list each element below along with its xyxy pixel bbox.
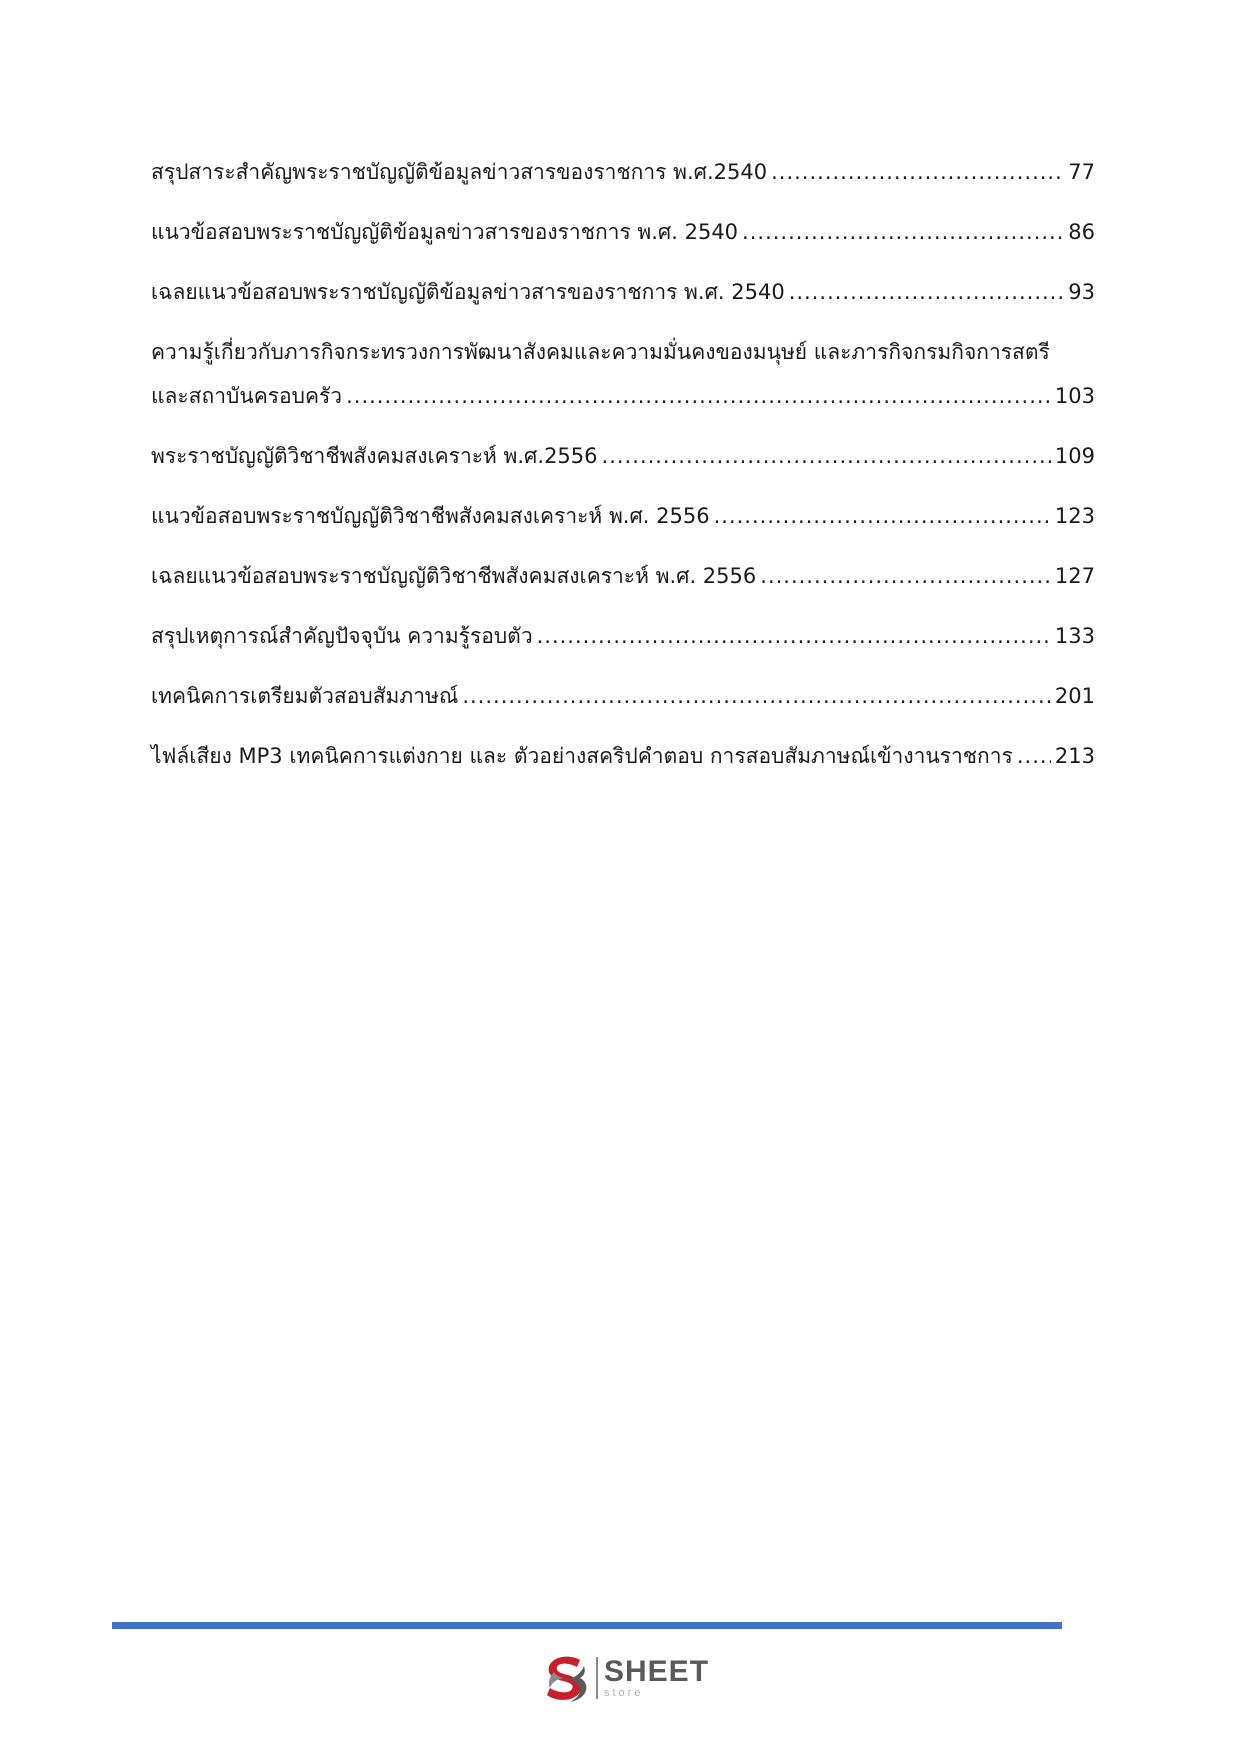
toc-entry-title: ไฟล์เสียง MP3 เทคนิคการแต่งกาย และ ตัวอย่างสคริปคำตอบ การสอบสัมภาษณ์เข้างานราชการ	[151, 744, 1013, 768]
toc-entry-title: แนวข้อสอบพระราชบัญญัติข้อมูลข่าวสารของราชการ พ.ศ. 2540	[151, 220, 739, 244]
toc-entry-title: เฉลยแนวข้อสอบพระราชบัญญัติข้อมูลข่าวสารของราชการ พ.ศ. 2540	[151, 280, 785, 304]
toc-dot-leader	[602, 434, 1051, 478]
logo-word: SHEET	[604, 1655, 710, 1688]
toc-entry-title-line1: ความรู้เกี่ยวกับภารกิจกระทรวงการพัฒนาสังคมและความมั่นคงของมนุษย์ และภารกิจกรมกิจการสตรี	[151, 340, 1050, 364]
toc-entry[interactable]	[151, 330, 1095, 418]
toc-entry[interactable]	[151, 674, 1095, 718]
toc-entry-page: 86	[1068, 220, 1095, 244]
toc-entry-page: 123	[1054, 504, 1095, 528]
toc-entry[interactable]	[151, 270, 1095, 314]
toc-entry-title: แนวข้อสอบพระราชบัญญัติวิชาชีพสังคมสงเคราะห์ พ.ศ. 2556	[151, 504, 710, 528]
sheet-store-s-icon	[540, 1652, 592, 1704]
toc-entry-page: 77	[1068, 160, 1095, 184]
toc-entry-title: เทคนิคการเตรียมตัวสอบสัมภาษณ์	[151, 684, 459, 708]
toc-entry[interactable]	[151, 210, 1095, 254]
toc-entry-page: 93	[1068, 280, 1095, 304]
toc-dot-leader	[742, 210, 1064, 254]
sheet-store-logo	[540, 1650, 709, 1706]
toc-entry[interactable]	[151, 494, 1095, 538]
toc-entry-page: 127	[1054, 564, 1095, 588]
toc-entry-page: 103	[1054, 384, 1095, 408]
toc-entry-title: สรุปสาระสำคัญพระราชบัญญัติข้อมูลข่าวสารของราชการ พ.ศ.2540	[151, 160, 768, 184]
toc-entry-page: 109	[1054, 444, 1095, 468]
table-of-contents	[151, 150, 1095, 794]
toc-entry-title: เฉลยแนวข้อสอบพระราชบัญญัติวิชาชีพสังคมสงเคราะห์ พ.ศ. 2556	[151, 564, 757, 588]
toc-entry-page: 213	[1054, 744, 1095, 768]
toc-entry-page: 201	[1054, 684, 1095, 708]
toc-entry[interactable]	[151, 150, 1095, 194]
toc-dot-leader	[346, 374, 1051, 418]
toc-dot-leader	[462, 674, 1051, 718]
toc-entry-page: 133	[1054, 624, 1095, 648]
toc-entry[interactable]	[151, 734, 1095, 778]
logo-text	[604, 1657, 709, 1699]
toc-dot-leader	[789, 270, 1065, 314]
toc-dot-leader	[1017, 734, 1051, 778]
toc-dot-leader	[760, 554, 1051, 598]
toc-entry[interactable]	[151, 554, 1095, 598]
toc-entry[interactable]	[151, 434, 1095, 478]
logo-subword: store	[604, 1687, 644, 1699]
toc-dot-leader	[771, 150, 1064, 194]
logo-divider	[596, 1657, 598, 1699]
toc-entry-title: พระราชบัญญัติวิชาชีพสังคมสงเคราะห์ พ.ศ.2556	[151, 444, 598, 468]
toc-entry-title-line2: และสถาบันครอบครัว	[151, 384, 343, 408]
toc-entry[interactable]	[151, 614, 1095, 658]
toc-dot-leader	[714, 494, 1051, 538]
toc-dot-leader	[537, 614, 1051, 658]
toc-entry-title: สรุปเหตุการณ์สำคัญปัจจุบัน ความรู้รอบตัว	[151, 624, 533, 648]
footer-divider	[112, 1622, 1062, 1629]
